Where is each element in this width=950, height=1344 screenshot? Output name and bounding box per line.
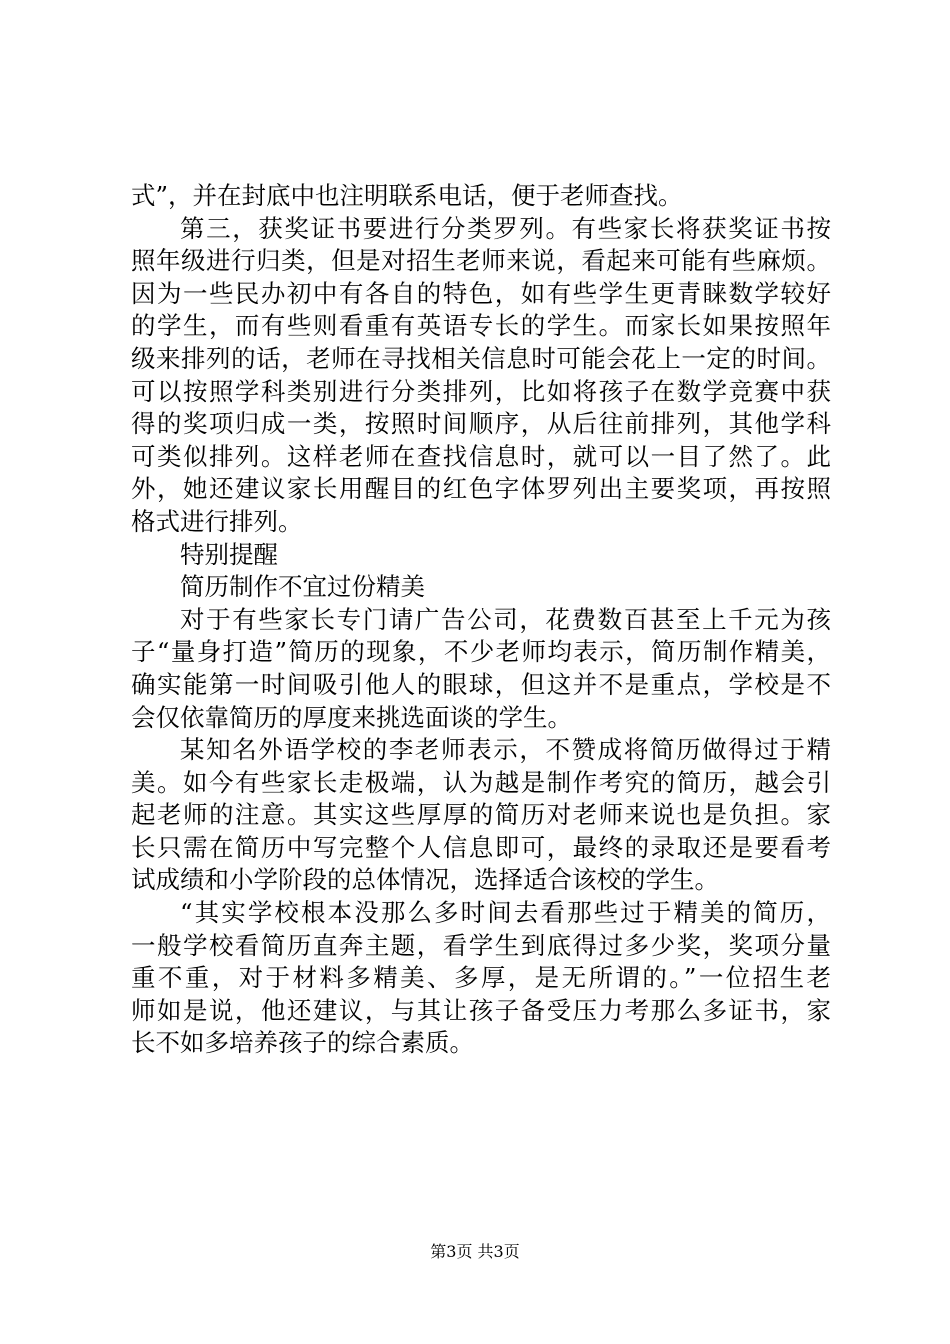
text-line: 试成绩和小学阶段的总体情况，选择适合该校的学生。 [131, 865, 719, 895]
text-line: 一般学校看简历直奔主题，看学生到底得过多少奖，奖项分量 [131, 930, 831, 960]
text-line: 某知名外语学校的李老师表示，不赞成将简历做得过于精 [180, 735, 831, 765]
text-line: 可以按照学科类别进行分类排列，比如将孩子在数学竞赛中获 [131, 376, 831, 406]
text-line: 会仅依靠简历的厚度来挑选面谈的学生。 [131, 702, 572, 732]
text-line: 美。如今有些家长走极端，认为越是制作考究的简历，越会引 [131, 767, 831, 797]
text-line: 因为一些民办初中有各自的特色，如有些学生更青睐数学较好 [131, 278, 831, 308]
text-line: 的学生，而有些则看重有英语专长的学生。而家长如果按照年 [131, 311, 831, 341]
text-line: 外，她还建议家长用醒目的红色字体罗列出主要奖项，再按照 [131, 474, 831, 504]
text-line: 式”，并在封底中也注明联系电话，便于老师查找。 [131, 181, 683, 210]
text-line: 可类似排列。这样老师在查找信息时，就可以一目了然了。此 [131, 441, 831, 471]
text-line: 长不如多培养孩子的综合素质。 [131, 1028, 474, 1058]
text-line: 特别提醒 [180, 539, 278, 569]
document-body [131, 180, 831, 1060]
text-line: 格式进行排列。 [131, 506, 303, 536]
text-line: 重不重，对于材料多精美、多厚，是无所谓的。”一位招生老 [131, 963, 831, 993]
text-line: 级来排列的话，老师在寻找相关信息时可能会花上一定的时间。 [131, 343, 831, 373]
text-line: 子“量身打造”简历的现象，不少老师均表示，简历制作精美， [131, 637, 831, 667]
text-line: 起老师的注意。其实这些厚厚的简历对老师来说也是负担。家 [131, 800, 831, 830]
text-line: 照年级进行归类，但是对招生老师来说，看起来可能有些麻烦。 [131, 246, 831, 276]
text-line: “其实学校根本没那么多时间去看那些过于精美的简历， [180, 898, 831, 928]
text-line: 第三，获奖证书要进行分类罗列。有些家长将获奖证书按 [180, 213, 831, 243]
text-line: 长只需在简历中写完整个人信息即可，最终的录取还是要看考 [131, 832, 831, 862]
text-line: 确实能第一时间吸引他人的眼球，但这并不是重点，学校是不 [131, 669, 831, 699]
text-line: 简历制作不宜过份精美 [180, 572, 425, 602]
text-line: 对于有些家长专门请广告公司，花费数百甚至上千元为孩 [180, 604, 831, 634]
page-footer: 第3页 共3页 [430, 1242, 520, 1261]
text-line: 得的奖项归成一类，按照时间顺序，从后往前排列，其他学科 [131, 409, 831, 439]
text-line: 师如是说，他还建议，与其让孩子备受压力考那么多证书，家 [131, 995, 831, 1025]
